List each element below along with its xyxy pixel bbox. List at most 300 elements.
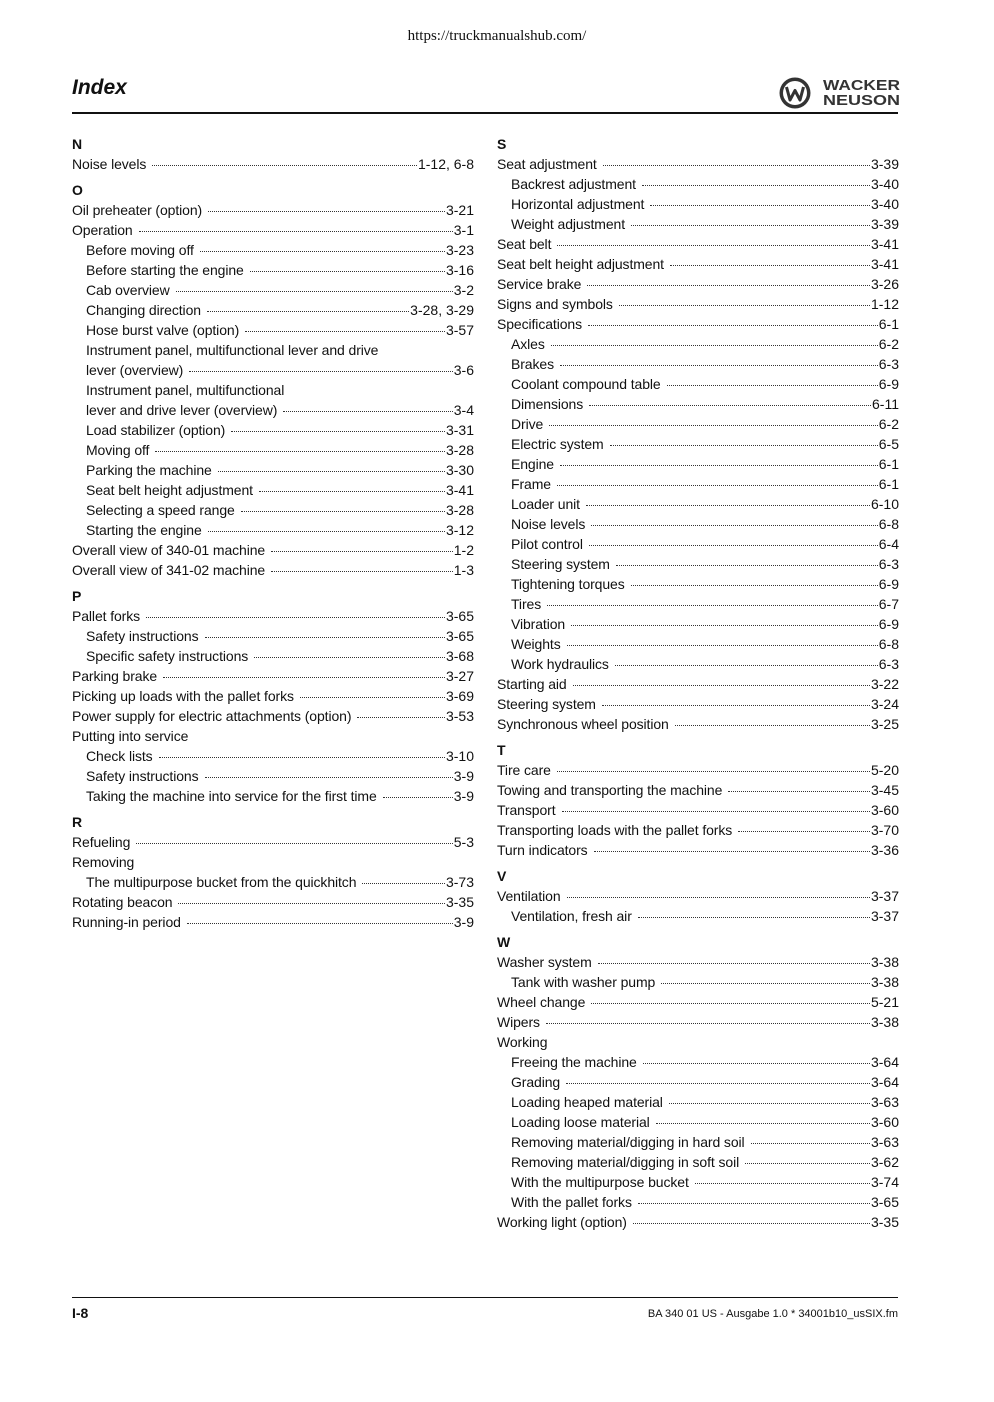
index-entry-text: Washer system	[497, 954, 592, 970]
index-entry-text: Work hydraulics	[511, 656, 609, 672]
dot-leader	[231, 430, 445, 432]
index-entry-page: 3-1	[453, 222, 474, 238]
index-entry-text: Parking brake	[72, 668, 158, 684]
index-subentry	[72, 320, 474, 340]
index-entry-text: Ventilation	[497, 888, 561, 904]
index-entry-text: Signs and symbols	[497, 296, 613, 312]
index-entry	[497, 314, 899, 334]
index-entry	[497, 254, 899, 274]
index-entry-text: Loading heaped material	[511, 1094, 663, 1110]
index-entry-page: 6-9	[878, 576, 899, 592]
index-entry-text: Safety instructions	[86, 768, 199, 784]
dot-leader	[745, 1162, 870, 1164]
index-entry-page: 3-36	[870, 842, 899, 858]
index-entry	[497, 1212, 899, 1232]
index-entry-text: Instrument panel, multifunctional lever and drive	[86, 342, 379, 358]
dot-leader	[728, 790, 870, 792]
index-entry-page: 3-41	[445, 482, 474, 498]
index-entry	[497, 274, 899, 294]
index-entry-page: 3-35	[870, 1214, 899, 1230]
index-entry-page: 6-7	[878, 596, 899, 612]
index-entry-page: 3-62	[870, 1154, 899, 1170]
index-entry-text: Seat belt height adjustment	[86, 482, 253, 498]
index-entry	[72, 892, 474, 912]
index-entry-text: lever (overview)	[86, 362, 184, 378]
dot-leader	[259, 490, 445, 492]
index-entry-page: 3-65	[870, 1194, 899, 1210]
index-section-letter: T	[497, 742, 506, 758]
dot-leader	[187, 922, 453, 924]
index-entry-text: Brakes	[511, 356, 554, 372]
index-entry-page: 3-38	[870, 1014, 899, 1030]
index-entry-page: 3-9	[453, 768, 474, 784]
index-entry-text: Coolant compound table	[511, 376, 661, 392]
index-subentry	[497, 594, 899, 614]
index-entry-page: 3-40	[870, 196, 899, 212]
index-entry-text: Check lists	[86, 748, 153, 764]
index-entry-text: Seat belt height adjustment	[497, 256, 664, 272]
dot-leader	[208, 530, 445, 532]
index-subentry	[497, 214, 899, 234]
index-entry-page: 3-57	[445, 322, 474, 338]
dot-leader	[594, 850, 870, 852]
index-entry-page: 3-9	[453, 788, 474, 804]
index-entry-page: 3-65	[445, 608, 474, 624]
dot-leader	[571, 624, 878, 626]
index-entry	[497, 714, 899, 734]
index-section-letter: N	[72, 136, 83, 152]
index-entry-text: Tightening torques	[511, 576, 625, 592]
index-entry-page: 3-37	[870, 908, 899, 924]
dot-leader	[591, 1002, 870, 1004]
index-entry-page: 3-4	[453, 402, 474, 418]
index-entry-text: Towing and transporting the machine	[497, 782, 723, 798]
index-entry-text: Removing	[72, 854, 135, 870]
index-entry-text: Taking the machine into service for the first time	[86, 788, 377, 804]
index-entry-page: 3-39	[870, 156, 899, 172]
index-entry-text: Specific safety instructions	[86, 648, 249, 664]
index-entry-text: Wipers	[497, 1014, 540, 1030]
index-subentry	[497, 394, 899, 414]
dot-leader	[205, 776, 453, 778]
index-entry-page: 3-35	[445, 894, 474, 910]
dot-leader	[567, 644, 878, 646]
index-subentry	[72, 420, 474, 440]
index-subentry	[497, 1112, 899, 1132]
index-subentry	[497, 494, 899, 514]
index-entry-text: Changing direction	[86, 302, 201, 318]
index-subentry	[497, 1152, 899, 1172]
index-subentry	[72, 440, 474, 460]
dot-leader	[250, 270, 445, 272]
index-entry	[72, 666, 474, 686]
index-section-letter: O	[72, 182, 83, 198]
wacker-neuson-logo	[778, 76, 902, 110]
index-entry-text: Seat adjustment	[497, 156, 597, 172]
dot-leader	[152, 164, 417, 166]
dot-leader	[245, 330, 445, 332]
index-entry	[72, 606, 474, 626]
index-entry-text: Running-in period	[72, 914, 181, 930]
index-entry	[72, 200, 474, 220]
index-entry-text: Tire care	[497, 762, 551, 778]
index-subentry	[497, 374, 899, 394]
index-entry-text: Operation	[72, 222, 133, 238]
index-subentry	[497, 1052, 899, 1072]
index-subentry	[497, 194, 899, 214]
index-entry-text: Rotating beacon	[72, 894, 173, 910]
dot-leader	[551, 344, 878, 346]
index-subentry	[72, 626, 474, 646]
index-entry-text: Seat belt	[497, 236, 552, 252]
index-entry-text: Wheel change	[497, 994, 586, 1010]
index-entry	[497, 1012, 899, 1032]
index-subentry	[497, 474, 899, 494]
dot-leader	[588, 324, 878, 326]
index-entry-text: Grading	[511, 1074, 561, 1090]
index-entry	[72, 540, 474, 560]
index-entry-text: Working light (option)	[497, 1214, 627, 1230]
index-section-letter: R	[72, 814, 83, 830]
dot-leader	[218, 470, 445, 472]
index-entry-text: Backrest adjustment	[511, 176, 636, 192]
dot-leader	[638, 916, 870, 918]
index-entry-page: 3-6	[453, 362, 474, 378]
index-entry	[72, 560, 474, 580]
index-entry	[497, 800, 899, 820]
dot-leader	[656, 1122, 870, 1124]
index-entry-page: 6-9	[878, 376, 899, 392]
index-subentry	[497, 972, 899, 992]
index-subentry	[497, 334, 899, 354]
index-entry-text: Drive	[511, 416, 544, 432]
index-entry	[72, 220, 474, 240]
dot-leader	[271, 550, 453, 552]
index-subentry	[497, 614, 899, 634]
dot-leader	[557, 244, 870, 246]
index-entry-text: Power supply for electric attachments (option)	[72, 708, 352, 724]
dot-leader	[205, 636, 445, 638]
dot-leader	[178, 902, 445, 904]
index-entry-page: 3-41	[870, 256, 899, 272]
index-entry	[497, 294, 899, 314]
dot-leader	[176, 290, 453, 292]
dot-leader	[300, 696, 445, 698]
index-entry-text: Safety instructions	[86, 628, 199, 644]
index-subentry	[72, 646, 474, 666]
index-entry-text: Electric system	[511, 436, 604, 452]
index-entry-page: 3-22	[870, 676, 899, 692]
index-entry-text: Pilot control	[511, 536, 583, 552]
dot-leader	[159, 756, 445, 758]
index-entry-page: 3-25	[870, 716, 899, 732]
index-entry-text: Noise levels	[511, 516, 586, 532]
header-rule	[72, 112, 898, 114]
index-entry-page: 3-30	[445, 462, 474, 478]
index-subentry	[497, 654, 899, 674]
dot-leader	[643, 1062, 870, 1064]
index-entry-text: Putting into service	[72, 728, 189, 744]
index-entry	[497, 1032, 899, 1052]
index-entry-text: Oil preheater (option)	[72, 202, 203, 218]
index-entry-page: 3-28, 3-29	[410, 302, 474, 318]
dot-leader	[146, 616, 445, 618]
index-section-letter: P	[72, 588, 82, 604]
dot-leader	[610, 444, 878, 446]
index-entry	[72, 852, 474, 872]
dot-leader	[670, 264, 870, 266]
dot-leader	[383, 796, 453, 798]
index-entry-page: 3-60	[870, 802, 899, 818]
index-subentry	[72, 500, 474, 520]
document-id: BA 340 01 US - Ausgabe 1.0 * 34001b10_usSIX.fm	[647, 1308, 898, 1320]
index-entry-page: 3-12	[445, 522, 474, 538]
index-entry-text: Loading loose material	[511, 1114, 650, 1130]
dot-leader	[642, 184, 870, 186]
index-entry-page: 3-26	[870, 276, 899, 292]
index-entry-text: Weight adjustment	[511, 216, 625, 232]
index-entry-page: 3-64	[870, 1054, 899, 1070]
dot-leader	[631, 584, 878, 586]
index-entry-text: Removing material/digging in soft soil	[511, 1154, 740, 1170]
index-entry-page: 3-24	[870, 696, 899, 712]
dot-leader	[589, 404, 871, 406]
index-entry-page: 1-3	[453, 562, 474, 578]
index-entry-page: 3-65	[445, 628, 474, 644]
index-entry-text: Selecting a speed range	[86, 502, 235, 518]
index-entry-page: 6-2	[878, 416, 899, 432]
page-number: I-8	[72, 1305, 89, 1321]
index-subentry	[497, 634, 899, 654]
index-entry-page: 5-21	[870, 994, 899, 1010]
source-url: https://truckmanualshub.com/	[407, 28, 587, 44]
dot-leader	[675, 724, 870, 726]
index-entry	[72, 912, 474, 932]
dot-leader	[549, 424, 878, 426]
index-entry-page: 3-40	[870, 176, 899, 192]
index-section-letter: W	[497, 934, 511, 950]
index-subentry	[72, 460, 474, 480]
index-entry-page: 1-2	[453, 542, 474, 558]
index-entry-text: The multipurpose bucket from the quickhitch	[86, 874, 357, 890]
dot-leader	[598, 962, 870, 964]
index-entry-text: Before moving off	[86, 242, 194, 258]
dot-leader	[615, 664, 878, 666]
index-entry-text: Load stabilizer (option)	[86, 422, 226, 438]
index-entry-page: 3-70	[870, 822, 899, 838]
index-entry-page: 6-1	[878, 316, 899, 332]
index-subentry	[72, 480, 474, 500]
index-entry-page: 3-45	[870, 782, 899, 798]
dot-leader	[362, 882, 445, 884]
index-entry-page: 3-23	[445, 242, 474, 258]
index-entry-page: 3-31	[445, 422, 474, 438]
index-entry-text: Transporting loads with the pallet forks	[497, 822, 733, 838]
index-entry	[497, 992, 899, 1012]
index-section-letter: S	[497, 136, 507, 152]
dot-leader	[189, 370, 453, 372]
index-entry	[497, 154, 899, 174]
dot-leader	[603, 164, 870, 166]
index-entry-text: Parking the machine	[86, 462, 212, 478]
index-entry-page: 6-1	[878, 456, 899, 472]
footer-rule	[72, 1297, 898, 1298]
index-entry-text: Ventilation, fresh air	[511, 908, 632, 924]
index-entry-text: With the pallet forks	[511, 1194, 632, 1210]
dot-leader	[357, 716, 445, 718]
index-subentry	[72, 520, 474, 540]
index-entry-text: Weights	[511, 636, 561, 652]
index-entry-page: 3-27	[445, 668, 474, 684]
index-entry-text: Moving off	[86, 442, 150, 458]
index-entry-text: Overall view of 341-02 machine	[72, 562, 266, 578]
index-subentry	[72, 260, 474, 280]
index-entry-page: 3-41	[870, 236, 899, 252]
index-entry-page: 6-11	[872, 396, 899, 412]
index-subentry	[72, 786, 474, 806]
index-entry-page: 3-10	[445, 748, 474, 764]
index-entry	[497, 840, 899, 860]
index-entry-text: Refueling	[72, 834, 131, 850]
index-entry-text: Horizontal adjustment	[511, 196, 645, 212]
dot-leader	[602, 704, 870, 706]
index-subentry	[72, 340, 474, 360]
index-entry-text: Dimensions	[511, 396, 584, 412]
index-entry	[497, 694, 899, 714]
dot-leader	[207, 310, 409, 312]
index-entry-text: Pallet forks	[72, 608, 141, 624]
dot-leader	[566, 1082, 870, 1084]
dot-leader	[619, 304, 870, 306]
dot-leader	[557, 484, 878, 486]
page-title: Index	[72, 76, 127, 99]
index-entry	[72, 726, 474, 746]
dot-leader	[567, 896, 870, 898]
index-entry	[72, 686, 474, 706]
index-entry-page: 3-38	[870, 954, 899, 970]
index-entry-text: Removing material/digging in hard soil	[511, 1134, 745, 1150]
dot-leader	[560, 364, 878, 366]
index-entry-page: 6-5	[878, 436, 899, 452]
index-entry-page: 3-73	[445, 874, 474, 890]
index-entry-text: Hose burst valve (option)	[86, 322, 240, 338]
index-entry-page: 6-3	[878, 556, 899, 572]
dot-leader	[633, 1222, 870, 1224]
index-entry-text: Before starting the engine	[86, 262, 244, 278]
index-entry-text: Loader unit	[511, 496, 580, 512]
index-subentry	[497, 1132, 899, 1152]
index-entry-text: Vibration	[511, 616, 566, 632]
index-subentry	[72, 766, 474, 786]
dot-leader	[562, 810, 870, 812]
index-subentry	[72, 380, 474, 400]
index-entry-text: Working	[497, 1034, 548, 1050]
index-entry	[72, 832, 474, 852]
index-entry	[497, 820, 899, 840]
index-entry-page: 3-21	[445, 202, 474, 218]
index-entry-text: With the multipurpose bucket	[511, 1174, 689, 1190]
dot-leader	[616, 564, 878, 566]
index-entry-text: Tank with washer pump	[511, 974, 656, 990]
dot-leader	[573, 684, 870, 686]
index-subentry	[497, 1192, 899, 1212]
dot-leader	[667, 384, 878, 386]
index-subentry	[72, 746, 474, 766]
dot-leader	[751, 1142, 870, 1144]
index-subentry	[72, 400, 474, 420]
index-entry-page: 6-4	[878, 536, 899, 552]
index-entry-text: Freeing the machine	[511, 1054, 637, 1070]
index-entry	[497, 760, 899, 780]
index-entry-text: Steering system	[511, 556, 610, 572]
index-subentry	[497, 434, 899, 454]
dot-leader	[587, 284, 870, 286]
index-entry-text: Starting aid	[497, 676, 567, 692]
dot-leader	[560, 464, 878, 466]
index-entry	[497, 234, 899, 254]
index-entry-page: 6-2	[878, 336, 899, 352]
index-entry-page: 3-69	[445, 688, 474, 704]
dot-leader	[638, 1202, 870, 1204]
index-entry-text: Instrument panel, multifunctional	[86, 382, 285, 398]
index-entry-text: Service brake	[497, 276, 582, 292]
index-entry-page: 3-37	[870, 888, 899, 904]
index-entry-page: 3-39	[870, 216, 899, 232]
index-entry-page: 5-3	[453, 834, 474, 850]
dot-leader	[155, 450, 445, 452]
index-entry-page: 3-63	[870, 1134, 899, 1150]
index-subentry	[497, 514, 899, 534]
index-subentry	[497, 534, 899, 554]
svg-text:WACKER: WACKER	[823, 78, 901, 94]
dot-leader	[695, 1182, 870, 1184]
svg-text:NEUSON: NEUSON	[823, 93, 900, 109]
index-subentry	[72, 240, 474, 260]
index-subentry	[497, 174, 899, 194]
index-entry-text: Specifications	[497, 316, 582, 332]
index-entry-page: 3-53	[445, 708, 474, 724]
index-entry-text: Noise levels	[72, 156, 147, 172]
dot-leader	[738, 830, 870, 832]
index-entry-text: Transport	[497, 802, 556, 818]
dot-leader	[669, 1102, 870, 1104]
index-entry-page: 3-68	[445, 648, 474, 664]
index-entry-page: 1-12, 6-8	[417, 156, 474, 172]
index-entry-page: 3-74	[870, 1174, 899, 1190]
index-entry	[497, 952, 899, 972]
dot-leader	[136, 842, 453, 844]
index-subentry	[497, 414, 899, 434]
index-entry-text: Turn indicators	[497, 842, 588, 858]
index-subentry	[497, 1092, 899, 1112]
index-subentry	[72, 300, 474, 320]
dot-leader	[631, 224, 870, 226]
index-entry-page: 1-12	[870, 296, 899, 312]
index-subentry	[497, 906, 899, 926]
index-entry-page: 3-28	[445, 442, 474, 458]
index-entry	[497, 780, 899, 800]
index-subentry	[497, 1172, 899, 1192]
dot-leader	[163, 676, 445, 678]
index-entry-text: Frame	[511, 476, 551, 492]
index-entry	[497, 886, 899, 906]
dot-leader	[557, 770, 870, 772]
index-section-letter: V	[497, 868, 507, 884]
index-entry-text: Tires	[511, 596, 542, 612]
index-entry-text: Engine	[511, 456, 554, 472]
index-column-right	[497, 134, 899, 1232]
dot-leader	[254, 656, 445, 658]
